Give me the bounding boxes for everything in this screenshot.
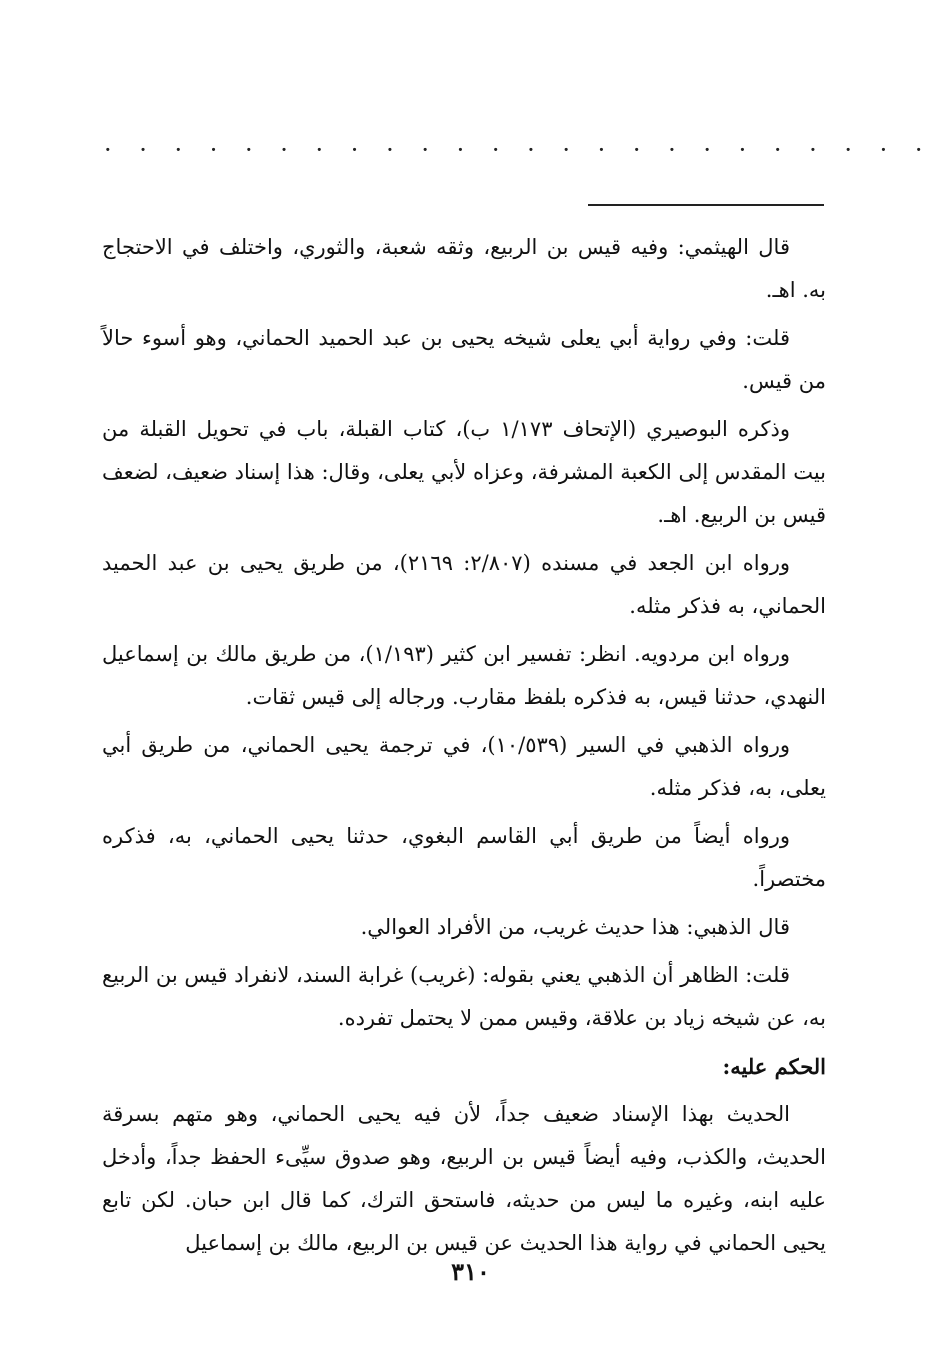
final-paragraph: الحديث بهذا الإسناد ضعيف جداً، لأن فيه يحيى الحماني، وهو متهم بسرقة الحديث، والكذب، وفيه أيضاً قيس بن الربيع، وهو صدوق سيِّىء الحفظ جداً، وأدخل عليه ابنه، وغيره ما ليس من حديثه، فاستحق الترك، كما قال ابن حبان. لكن تابع يحيى الحماني في رواية هذا الحديث عن قيس بن الربيع، مالك بن إسماعيل bbox=[102, 1102, 826, 1255]
paragraph: ورواه الذهبي في السير (١٠/٥٣٩)، في ترجمة يحيى الحماني، من طريق أبي يعلى، به، فذكر مثله. bbox=[102, 733, 826, 800]
page-body bbox=[102, 226, 826, 1270]
separator-dots: · · · · · · · · · · · · · · · · · · · · · · · · bbox=[104, 136, 933, 164]
section-heading: الحكم عليه: bbox=[722, 1054, 826, 1079]
footnote-rule bbox=[588, 204, 824, 206]
paragraph: قال الذهبي: هذا حديث غريب، من الأفراد العوالي. bbox=[360, 915, 790, 939]
paragraph: ورواه أيضاً من طريق أبي القاسم البغوي، حدثنا يحيى الحماني، به، فذكره مختصراً. bbox=[102, 824, 826, 891]
page-number: ٣١٠ bbox=[451, 1257, 490, 1286]
paragraph: قال الهيثمي: وفيه قيس بن الربيع، وثقه شعبة، والثوري، واختلف في الاحتجاج به. اهـ. bbox=[102, 235, 826, 302]
paragraph: ورواه ابن الجعد في مسنده (٢/٨٠٧: ٢١٦٩)، من طريق يحيى بن عبد الحميد الحماني، به فذكر مثله. bbox=[102, 551, 826, 618]
paragraph: قلت: وفي رواية أبي يعلى شيخه يحيى بن عبد الحميد الحماني، وهو أسوء حالاً من قيس. bbox=[102, 326, 826, 393]
paragraph: وذكره البوصيري (الإتحاف ١/١٧٣ ب)، كتاب القبلة، باب في تحويل القبلة من بيت المقدس إلى الكعبة المشرفة، وعزاه لأبي يعلى، وقال: هذا إسناد ضعيف، لضعف قيس بن الربيع. اهـ. bbox=[102, 417, 826, 527]
paragraph: ورواه ابن مردويه. انظر: تفسير ابن كثير (١/١٩٣)، من طريق مالك بن إسماعيل النهدي، حدثنا قيس، به فذكره بلفظ مقارب. ورجاله إلى قيس ثقات. bbox=[102, 642, 826, 709]
paragraph: قلت: الظاهر أن الذهبي يعني بقوله: (غريب) غرابة السند، لانفراد قيس بن الربيع به، عن شيخه زياد بن علاقة، وقيس ممن لا يحتمل تفرده. bbox=[101, 963, 826, 1030]
